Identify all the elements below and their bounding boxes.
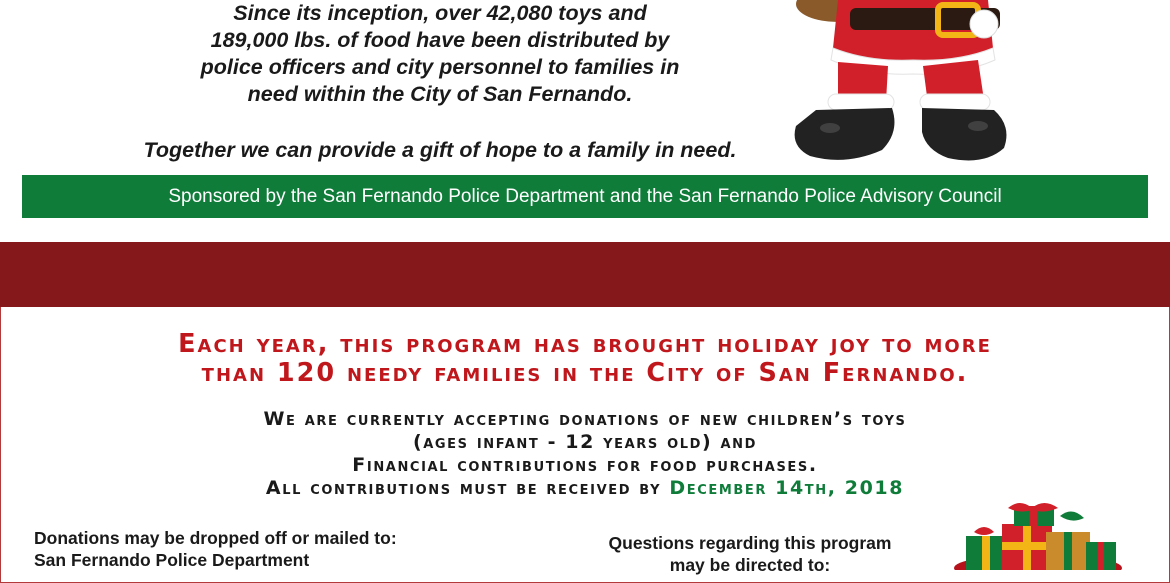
- intro-line: 189,000 lbs. of food have been distributed by: [210, 28, 670, 52]
- questions-line-2: may be directed to:: [669, 555, 831, 575]
- questions-line-1: Questions regarding this program: [608, 533, 892, 553]
- deadline-prefix: All contributions must be received by: [265, 477, 670, 499]
- donation-line-1: We are currently accepting donations of new children’s toys: [263, 408, 907, 430]
- intro-closing: Together we can provide a gift of hope to a family in need.: [143, 138, 737, 162]
- intro-line: need within the City of San Fernando.: [247, 82, 633, 106]
- donation-line-2: (ages infant - 12 years old) and: [412, 431, 758, 453]
- headline: [0, 330, 1170, 388]
- headline-line-2: than 120 needy families in the City of San Fernando.: [201, 358, 969, 388]
- red-band: [0, 242, 1170, 307]
- dropoff-info: [34, 527, 397, 571]
- santa-icon: [788, 0, 1018, 170]
- donation-info: [0, 408, 1170, 500]
- deadline-line: [0, 477, 1170, 500]
- gift-pile-icon: [948, 502, 1128, 570]
- intro-line: Since its inception, over 42,080 toys and: [233, 1, 647, 25]
- intro-spacer: [100, 108, 780, 137]
- deadline-date: December 14th, 2018: [669, 477, 905, 499]
- intro-line: police officers and city personnel to families in: [200, 55, 680, 79]
- donation-line-3: Financial contributions for food purchases.: [352, 454, 818, 476]
- sponsor-text: Sponsored by the San Fernando Police Department and the San Fernando Police Advisory Council: [168, 185, 1002, 207]
- intro-text: [100, 0, 780, 164]
- dropoff-heading: Donations may be dropped off or mailed to:: [34, 528, 397, 548]
- dropoff-org: San Fernando Police Department: [34, 550, 310, 570]
- questions-info: [560, 532, 940, 576]
- headline-line-1: Each year, this program has brought holiday joy to more: [178, 329, 992, 359]
- sponsor-banner: [22, 175, 1148, 218]
